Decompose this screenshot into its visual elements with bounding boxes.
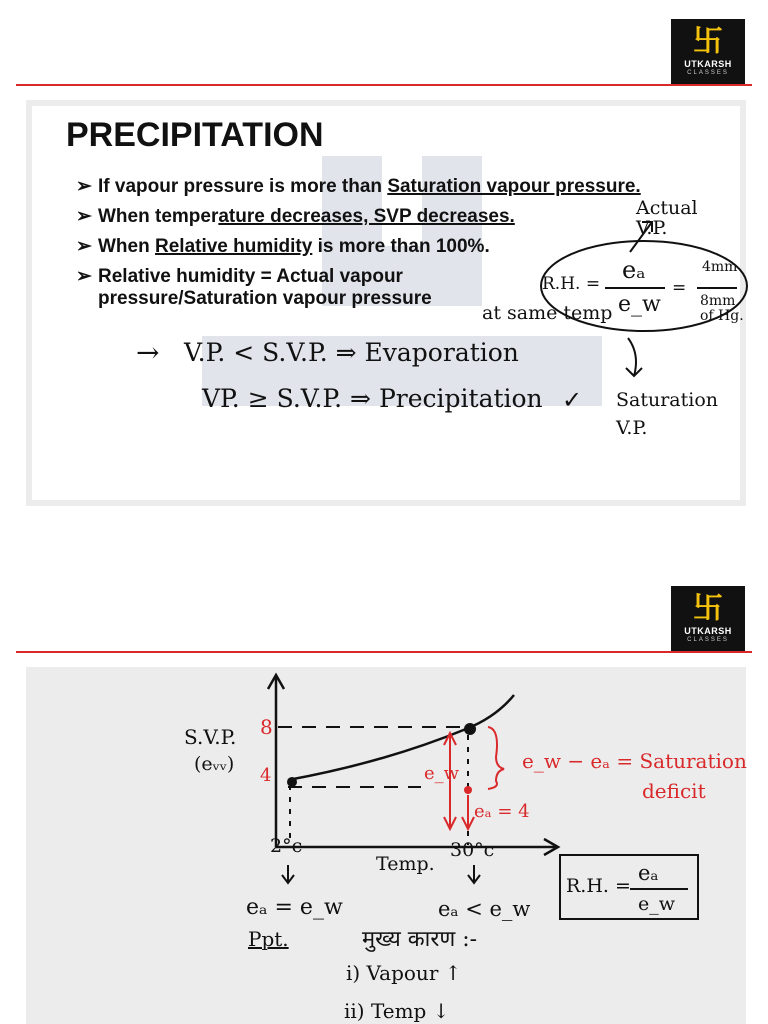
bullet-text: is more than 100%. xyxy=(312,236,490,257)
utkarsh-logo xyxy=(671,19,745,85)
bullet-text: When xyxy=(98,236,155,257)
saturation-deficit-line1: e_w − eₐ = Saturation xyxy=(522,749,747,773)
bullet-underlined-text: Saturation vapour pressure. xyxy=(387,176,641,197)
rh-ea: eₐ xyxy=(622,256,646,284)
bullet-arrow-icon: ➢ xyxy=(76,206,92,227)
header-divider xyxy=(16,651,752,653)
rh-label: R.H. = xyxy=(542,274,601,294)
logo-tagline: CLASSES xyxy=(687,70,729,76)
main-reasons-hindi: मुख्य कारण :- xyxy=(362,927,478,952)
saturation-deficit-line2: deficit xyxy=(642,779,706,803)
bullet-arrow-icon: ➢ xyxy=(76,266,92,287)
reason-item-1: i) Vapour ↑ xyxy=(346,961,462,985)
bullet-underlined-text: ature decreases, SVP decreases. xyxy=(218,206,515,227)
line2-precipitation: VP. ≥ S.V.P. ⇒ Precipitation xyxy=(202,384,543,413)
left-ppt: Ppt. xyxy=(248,927,289,951)
bullet-arrow-icon: ➢ xyxy=(76,236,92,257)
bullet-underlined-text: Relative humidity xyxy=(155,236,313,257)
rh-box-label: R.H. = xyxy=(566,875,631,897)
left-equality: eₐ = e_w xyxy=(246,895,343,920)
header-divider xyxy=(16,84,752,86)
note-saturation-vp: Saturation V.P. xyxy=(616,389,719,439)
note-actual-vp: Actual V.P. xyxy=(636,197,698,239)
ea-equals-4: eₐ = 4 xyxy=(474,801,530,822)
y-tick-4: 4 xyxy=(260,765,272,786)
logo-tagline: CLASSES xyxy=(687,637,729,643)
x-tick-2c: 2°c xyxy=(270,835,303,857)
bullet-item xyxy=(76,206,658,228)
line1-arrow: → xyxy=(136,336,160,369)
arrow-down-icon xyxy=(620,336,650,380)
rh-numerator: 4mm xyxy=(702,259,738,275)
note-at-same-temp: at same temp xyxy=(482,302,613,324)
line1-evaporation: V.P. < S.V.P. ⇒ Evaporation xyxy=(184,338,519,367)
rh-denominator: 8mm of Hg. xyxy=(700,293,744,324)
bullet-arrow-icon: ➢ xyxy=(76,176,92,197)
check-mark-icon: ✓ xyxy=(562,386,583,414)
bullet-item xyxy=(76,266,528,310)
y-axis-label-ew: (eᵥᵥ) xyxy=(194,753,235,775)
rh-box-numerator: eₐ xyxy=(638,861,659,885)
logo-brand-name: UTKARSH xyxy=(684,59,732,69)
slide-svp-graph xyxy=(26,667,746,1024)
logo-brand-name: UTKARSH xyxy=(684,626,732,636)
reason-item-2: ii) Temp ↓ xyxy=(344,999,450,1023)
logo-mark-icon: 卐 xyxy=(693,24,723,59)
bullet-text: When temper xyxy=(98,206,219,227)
x-axis-label: Temp. xyxy=(376,853,435,875)
right-inequality: eₐ < e_w xyxy=(438,897,531,921)
bullet-text: Relative humidity = Actual vapour pressure/Saturation vapour pressure xyxy=(98,266,432,309)
x-tick-30c: 30°c xyxy=(450,839,495,861)
rh-ew: e_w xyxy=(618,292,661,317)
arrow-up-icon xyxy=(622,216,662,256)
bullet-item xyxy=(76,176,658,198)
ew-label: e_w xyxy=(424,763,460,784)
rh-equals: = xyxy=(672,278,687,298)
y-axis-label: S.V.P. xyxy=(184,725,237,749)
y-tick-8: 8 xyxy=(260,715,273,739)
utkarsh-logo xyxy=(671,586,745,652)
slide-precipitation xyxy=(26,100,746,506)
bullet-text: If vapour pressure is more than xyxy=(98,176,388,197)
logo-mark-icon: 卐 xyxy=(693,591,723,626)
slide-title: PRECIPITATION xyxy=(66,116,324,154)
rh-box-denominator: e_w xyxy=(638,893,676,915)
